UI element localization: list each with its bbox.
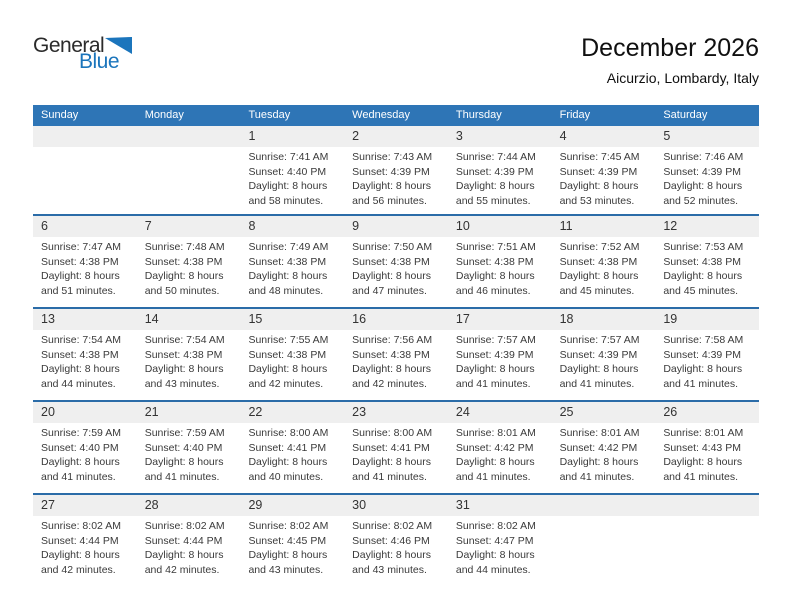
sunset-text: Sunset: 4:38 PM (352, 348, 430, 361)
day-details (33, 237, 137, 304)
day-number: 10 (448, 216, 552, 237)
sunrise-text: Sunrise: 7:50 AM (352, 241, 433, 253)
sunset-text: Sunset: 4:39 PM (663, 348, 741, 361)
day-number: 19 (655, 309, 759, 330)
daylight-text: Daylight: 8 hours and 43 minutes. (352, 549, 431, 576)
sunset-text: Sunset: 4:38 PM (144, 348, 223, 361)
sunrise-text: Sunrise: 7:41 AM (248, 151, 329, 163)
day-number: 20 (33, 402, 137, 423)
day-number: 28 (137, 495, 241, 516)
day-details (33, 516, 137, 583)
day-cell-empty (137, 126, 241, 214)
page-title: December 2026 (581, 34, 759, 62)
sunset-text: Sunset: 4:39 PM (455, 165, 534, 178)
day-number: 27 (33, 495, 137, 516)
day-cell-22 (240, 402, 344, 493)
day-cell-31 (448, 495, 552, 586)
day-number: 29 (240, 495, 344, 516)
day-cell-29 (240, 495, 344, 586)
day-details (448, 237, 552, 304)
daylight-text: Daylight: 8 hours and 50 minutes. (144, 270, 224, 297)
week-row-5 (33, 493, 759, 586)
sunset-text: Sunset: 4:38 PM (352, 255, 430, 268)
day-number: 12 (655, 216, 759, 237)
day-cell-6 (33, 216, 137, 307)
day-details (137, 423, 241, 490)
day-cell-2 (344, 126, 448, 214)
sunset-text: Sunset: 4:43 PM (663, 441, 741, 454)
sunset-text: Sunset: 4:39 PM (663, 165, 741, 178)
day-number (655, 495, 759, 516)
day-details (448, 516, 552, 583)
weekday-header-monday: Monday (144, 109, 184, 121)
sunrise-text: Sunrise: 7:59 AM (41, 427, 121, 439)
sunrise-text: Sunrise: 7:54 AM (144, 334, 225, 346)
daylight-text: Daylight: 8 hours and 52 minutes. (663, 180, 743, 207)
day-number: 25 (552, 402, 656, 423)
daylight-text: Daylight: 8 hours and 41 minutes. (663, 363, 743, 390)
week-row-4 (33, 400, 759, 493)
daylight-text: Daylight: 8 hours and 41 minutes. (41, 456, 120, 483)
day-cell-20 (33, 402, 137, 493)
day-number: 15 (240, 309, 344, 330)
day-cell-empty (33, 126, 137, 214)
day-number: 7 (137, 216, 241, 237)
sunset-text: Sunset: 4:38 PM (41, 255, 119, 268)
day-number: 18 (552, 309, 656, 330)
day-cell-19 (655, 309, 759, 400)
sunrise-text: Sunrise: 7:47 AM (41, 241, 121, 253)
day-details (137, 237, 241, 304)
sunrise-text: Sunrise: 7:48 AM (144, 241, 225, 253)
daylight-text: Daylight: 8 hours and 44 minutes. (455, 549, 535, 576)
day-cell-21 (137, 402, 241, 493)
sunset-text: Sunset: 4:40 PM (248, 165, 327, 178)
sunrise-text: Sunrise: 7:52 AM (559, 241, 640, 253)
daylight-text: Daylight: 8 hours and 40 minutes. (248, 456, 328, 483)
day-cell-17 (448, 309, 552, 400)
day-details (655, 237, 759, 304)
sunset-text: Sunset: 4:42 PM (455, 441, 534, 454)
sunrise-text: Sunrise: 7:59 AM (144, 427, 225, 439)
sunrise-text: Sunrise: 7:44 AM (455, 151, 536, 163)
logo-text-general: General (33, 34, 105, 57)
day-number: 22 (240, 402, 344, 423)
day-number: 31 (448, 495, 552, 516)
day-number: 4 (552, 126, 656, 147)
sunset-text: Sunset: 4:39 PM (455, 348, 534, 361)
sunrise-text: Sunrise: 8:02 AM (248, 520, 329, 532)
sunrise-text: Sunrise: 8:02 AM (41, 520, 121, 532)
sunset-text: Sunset: 4:39 PM (352, 165, 430, 178)
day-cell-14 (137, 309, 241, 400)
day-number: 6 (33, 216, 137, 237)
sunrise-text: Sunrise: 7:53 AM (663, 241, 744, 253)
day-cell-28 (137, 495, 241, 586)
day-cell-12 (655, 216, 759, 307)
sunset-text: Sunset: 4:44 PM (144, 534, 223, 547)
day-cell-empty (552, 495, 656, 586)
sunset-text: Sunset: 4:40 PM (41, 441, 119, 454)
day-details (655, 147, 759, 214)
calendar-body (33, 126, 759, 586)
page-subtitle: Aicurzio, Lombardy, Italy (606, 70, 759, 86)
sunset-text: Sunset: 4:38 PM (663, 255, 741, 268)
sunset-text: Sunset: 4:46 PM (352, 534, 430, 547)
sunrise-text: Sunrise: 7:51 AM (455, 241, 536, 253)
day-number: 21 (137, 402, 241, 423)
day-details (240, 147, 344, 214)
daylight-text: Daylight: 8 hours and 55 minutes. (455, 180, 535, 207)
sunrise-text: Sunrise: 7:45 AM (559, 151, 640, 163)
daylight-text: Daylight: 8 hours and 45 minutes. (663, 270, 743, 297)
daylight-text: Daylight: 8 hours and 53 minutes. (559, 180, 639, 207)
daylight-text: Daylight: 8 hours and 42 minutes. (352, 363, 431, 390)
day-cell-5 (655, 126, 759, 214)
sunrise-text: Sunrise: 7:56 AM (352, 334, 433, 346)
day-number: 26 (655, 402, 759, 423)
sunset-text: Sunset: 4:45 PM (248, 534, 327, 547)
weekday-header-wednesday: Wednesday (352, 109, 411, 121)
sunset-text: Sunset: 4:39 PM (559, 348, 638, 361)
day-cell-16 (344, 309, 448, 400)
daylight-text: Daylight: 8 hours and 43 minutes. (144, 363, 224, 390)
day-details (552, 330, 656, 397)
daylight-text: Daylight: 8 hours and 41 minutes. (455, 456, 535, 483)
day-details (552, 423, 656, 490)
weekday-header-friday: Friday (559, 109, 591, 121)
sunset-text: Sunset: 4:39 PM (559, 165, 638, 178)
day-cell-1 (240, 126, 344, 214)
daylight-text: Daylight: 8 hours and 43 minutes. (248, 549, 328, 576)
daylight-text: Daylight: 8 hours and 58 minutes. (248, 180, 328, 207)
day-details (344, 237, 448, 304)
day-number: 8 (240, 216, 344, 237)
weekday-header-row (33, 105, 759, 126)
sunset-text: Sunset: 4:38 PM (41, 348, 119, 361)
day-details (344, 330, 448, 397)
day-details (344, 516, 448, 583)
title-block (581, 34, 759, 86)
sunset-text: Sunset: 4:41 PM (248, 441, 327, 454)
sunrise-text: Sunrise: 7:43 AM (352, 151, 433, 163)
sunrise-text: Sunrise: 7:55 AM (248, 334, 329, 346)
day-details (33, 423, 137, 490)
day-cell-empty (655, 495, 759, 586)
day-cell-27 (33, 495, 137, 586)
logo-text-blue: Blue (79, 50, 120, 73)
day-number: 30 (344, 495, 448, 516)
daylight-text: Daylight: 8 hours and 51 minutes. (41, 270, 120, 297)
day-cell-3 (448, 126, 552, 214)
day-cell-18 (552, 309, 656, 400)
day-details (240, 237, 344, 304)
daylight-text: Daylight: 8 hours and 47 minutes. (352, 270, 431, 297)
week-row-1 (33, 126, 759, 214)
sunrise-text: Sunrise: 7:57 AM (559, 334, 640, 346)
day-cell-26 (655, 402, 759, 493)
daylight-text: Daylight: 8 hours and 41 minutes. (352, 456, 431, 483)
day-details (655, 423, 759, 490)
sunrise-text: Sunrise: 8:00 AM (352, 427, 433, 439)
sunrise-text: Sunrise: 8:01 AM (663, 427, 744, 439)
day-details (655, 330, 759, 397)
day-details (137, 516, 241, 583)
sunset-text: Sunset: 4:38 PM (559, 255, 638, 268)
sunrise-text: Sunrise: 7:49 AM (248, 241, 329, 253)
daylight-text: Daylight: 8 hours and 41 minutes. (559, 363, 639, 390)
sunrise-text: Sunrise: 8:01 AM (455, 427, 536, 439)
day-number: 3 (448, 126, 552, 147)
day-cell-8 (240, 216, 344, 307)
day-details (448, 423, 552, 490)
sunset-text: Sunset: 4:44 PM (41, 534, 119, 547)
day-details (137, 330, 241, 397)
day-details (552, 147, 656, 214)
daylight-text: Daylight: 8 hours and 56 minutes. (352, 180, 431, 207)
day-cell-15 (240, 309, 344, 400)
sunset-text: Sunset: 4:42 PM (559, 441, 638, 454)
daylight-text: Daylight: 8 hours and 41 minutes. (455, 363, 535, 390)
daylight-text: Daylight: 8 hours and 42 minutes. (248, 363, 328, 390)
weekday-header-thursday: Thursday (455, 109, 502, 121)
day-number: 23 (344, 402, 448, 423)
day-details (240, 423, 344, 490)
day-cell-24 (448, 402, 552, 493)
sunrise-text: Sunrise: 8:01 AM (559, 427, 640, 439)
day-number: 11 (552, 216, 656, 237)
day-cell-13 (33, 309, 137, 400)
day-cell-10 (448, 216, 552, 307)
day-cell-23 (344, 402, 448, 493)
daylight-text: Daylight: 8 hours and 41 minutes. (559, 456, 639, 483)
daylight-text: Daylight: 8 hours and 42 minutes. (144, 549, 224, 576)
day-details (33, 330, 137, 397)
sunrise-text: Sunrise: 7:57 AM (455, 334, 536, 346)
day-number: 5 (655, 126, 759, 147)
day-number: 9 (344, 216, 448, 237)
day-cell-11 (552, 216, 656, 307)
sunset-text: Sunset: 4:47 PM (455, 534, 534, 547)
day-number: 1 (240, 126, 344, 147)
day-details (448, 330, 552, 397)
weekday-header-saturday: Saturday (663, 109, 708, 121)
weekday-header-sunday: Sunday (41, 109, 79, 121)
weekday-header-tuesday: Tuesday (248, 109, 291, 121)
day-number: 13 (33, 309, 137, 330)
day-number: 17 (448, 309, 552, 330)
day-number (33, 126, 137, 147)
day-cell-4 (552, 126, 656, 214)
day-number: 16 (344, 309, 448, 330)
day-details (240, 330, 344, 397)
sunrise-text: Sunrise: 8:02 AM (455, 520, 536, 532)
daylight-text: Daylight: 8 hours and 48 minutes. (248, 270, 328, 297)
day-details (448, 147, 552, 214)
day-cell-30 (344, 495, 448, 586)
day-cell-9 (344, 216, 448, 307)
sunset-text: Sunset: 4:38 PM (144, 255, 223, 268)
sunrise-text: Sunrise: 8:00 AM (248, 427, 329, 439)
sunrise-text: Sunrise: 8:02 AM (144, 520, 225, 532)
day-cell-25 (552, 402, 656, 493)
day-details (240, 516, 344, 583)
sunset-text: Sunset: 4:38 PM (248, 255, 327, 268)
calendar-grid (33, 105, 759, 586)
sunrise-text: Sunrise: 7:46 AM (663, 151, 744, 163)
sunrise-text: Sunrise: 7:54 AM (41, 334, 121, 346)
daylight-text: Daylight: 8 hours and 42 minutes. (41, 549, 120, 576)
day-details (552, 237, 656, 304)
day-details (344, 147, 448, 214)
daylight-text: Daylight: 8 hours and 46 minutes. (455, 270, 535, 297)
sunset-text: Sunset: 4:38 PM (248, 348, 327, 361)
sunset-text: Sunset: 4:38 PM (455, 255, 534, 268)
week-row-3 (33, 307, 759, 400)
daylight-text: Daylight: 8 hours and 45 minutes. (559, 270, 639, 297)
sunrise-text: Sunrise: 8:02 AM (352, 520, 433, 532)
day-number (137, 126, 241, 147)
day-cell-7 (137, 216, 241, 307)
daylight-text: Daylight: 8 hours and 41 minutes. (144, 456, 224, 483)
sunset-text: Sunset: 4:40 PM (144, 441, 223, 454)
sunrise-text: Sunrise: 7:58 AM (663, 334, 744, 346)
week-row-2 (33, 214, 759, 307)
day-number: 14 (137, 309, 241, 330)
daylight-text: Daylight: 8 hours and 41 minutes. (663, 456, 743, 483)
day-details (344, 423, 448, 490)
day-number: 2 (344, 126, 448, 147)
sunset-text: Sunset: 4:41 PM (352, 441, 430, 454)
day-number: 24 (448, 402, 552, 423)
day-number (552, 495, 656, 516)
general-blue-logo (33, 36, 163, 71)
daylight-text: Daylight: 8 hours and 44 minutes. (41, 363, 120, 390)
